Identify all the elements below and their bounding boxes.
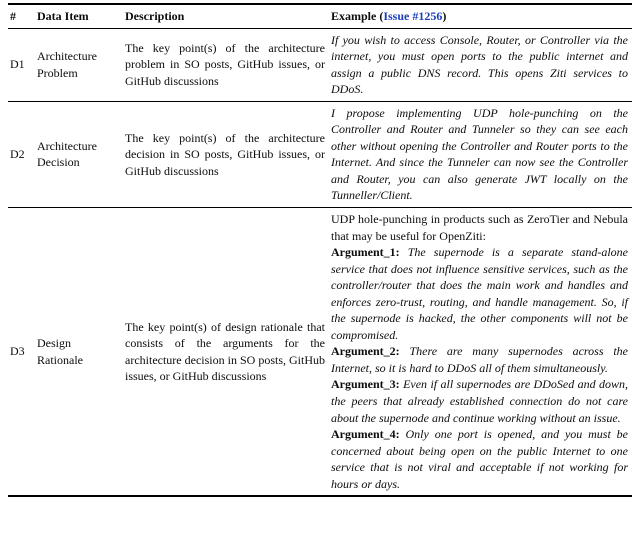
- argument-2-text: There are many supernodes across the Internet, so it is hard to DDoS all of them simultaneously.: [331, 344, 628, 375]
- example-cell: [329, 101, 632, 207]
- example-cell: [329, 208, 632, 497]
- argument-3-text: Even if all supernodes are DDoSed and down, the peers that already established connection do not care about the supernode and continue working without an issue.: [331, 377, 629, 425]
- example-cell: [329, 28, 632, 101]
- example-header-suffix: ): [442, 9, 447, 23]
- row-id: D3: [8, 208, 35, 497]
- table-header: [8, 4, 632, 28]
- col-header-number: #: [8, 4, 35, 28]
- col-header-description: Description: [123, 4, 329, 28]
- description-cell: The key point(s) of the architecture decision in SO posts, GitHub issues, or GitHub discussions: [123, 101, 329, 207]
- data-item-cell: Architecture Problem: [35, 28, 123, 101]
- col-header-example: [329, 4, 632, 28]
- data-item-cell: Architecture Decision: [35, 101, 123, 207]
- issue-link[interactable]: Issue #1256: [383, 9, 443, 23]
- col-header-data-item: Data Item: [35, 4, 123, 28]
- argument-2: [331, 343, 628, 376]
- argument-4-label: Argument_4:: [331, 427, 400, 442]
- argument-4: [331, 426, 628, 492]
- description-cell: The key point(s) of design rationale that consists of the arguments for the architecture decision in SO posts, GitHub issues, or GitHub discussions: [123, 208, 329, 497]
- argument-1-text: The supernode is a separate stand-alone service that does not influence sensitive services, such as the controller/router that does the main work and handles and enforces zero-trust, routing, and handle management. So, if the supernode is hacked, the other components will not be compromised.: [331, 245, 629, 342]
- table-row-d2: [8, 101, 632, 207]
- example-header-prefix: Example (: [331, 9, 384, 23]
- row-id: D1: [8, 28, 35, 101]
- description-cell: The key point(s) of the architecture problem in SO posts, GitHub issues, or GitHub discussions: [123, 28, 329, 101]
- argument-4-text: Only one port is opened, and you must be concerned about being open on the public Internet to one service that is not viral and acceptable if not working for hours or days.: [331, 427, 628, 491]
- data-items-table: [8, 3, 632, 497]
- argument-3-label: Argument_3:: [331, 377, 400, 392]
- header-row: [8, 4, 632, 28]
- example-text: I propose implementing UDP hole-punching on the Controller and Router and Tunneler so they can see each other without opening the Controller and Router ports to the Internet. And since the Tunneler can now see the Controller and Router, you can also generate JWT locally on the Tunneller/Client.: [331, 105, 628, 203]
- table-body: [8, 28, 632, 496]
- argument-1-label: Argument_1:: [331, 245, 400, 260]
- table-row-d3: [8, 208, 632, 497]
- table-row-d1: [8, 28, 632, 101]
- row-id: D2: [8, 101, 35, 207]
- argument-1: [331, 244, 628, 343]
- example-intro: UDP hole-punching in products such as ZeroTier and Nebula that may be useful for OpenZiti:: [331, 212, 628, 243]
- data-item-cell: Design Rationale: [35, 208, 123, 497]
- example-text: If you wish to access Console, Router, or Controller via the internet, you must open ports to the public internet and assign a public DNS record. This opens Ziti services to DDoS.: [331, 32, 628, 97]
- argument-2-label: Argument_2:: [331, 344, 400, 359]
- argument-3: [331, 376, 628, 426]
